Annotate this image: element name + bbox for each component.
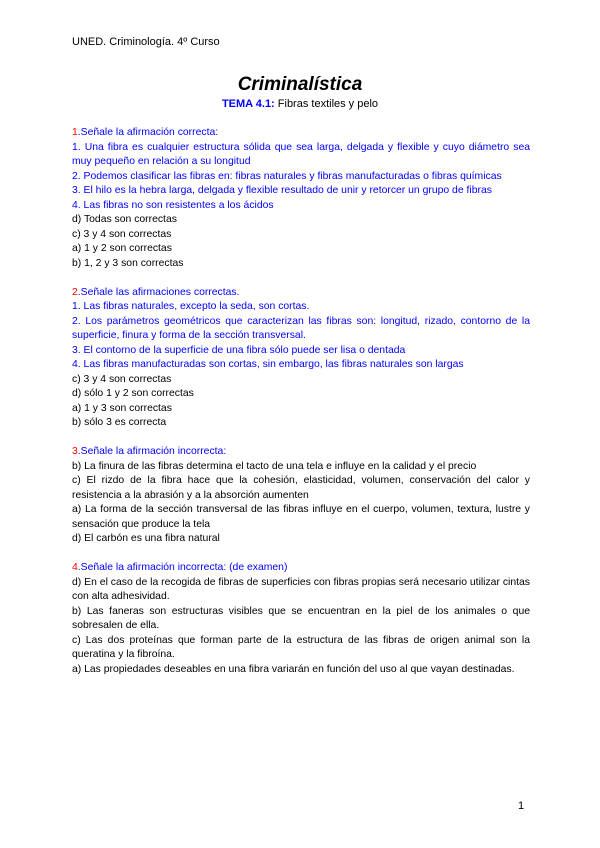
question-number: 2: [72, 286, 78, 298]
answer-option: a) La forma de la sección transversal de las fibras influye en el cuerpo, volumen, textura, lustre y sensación que produce la tela: [72, 504, 530, 530]
question-4: [72, 561, 530, 677]
statement: 4. Las fibras manufacturadas son cortas, sin embargo, las fibras naturales son largas: [72, 359, 464, 370]
answer-option: c) Las dos proteínas que forman parte de la estructura de las fibras de origen animal son la queratina y la fibroína.: [72, 634, 530, 660]
topic-label: TEMA 4.1:: [221, 98, 275, 110]
answer-option: a) 1 y 3 son correctas: [72, 402, 172, 414]
answer-option: b) 1, 2 y 3 son correctas: [72, 257, 184, 269]
answer-option: d) sólo 1 y 2 son correctas: [72, 388, 194, 399]
statement: 3. El hilo es la hebra larga, delgada y flexible resultado de unir y retorcer un grupo de fibras: [72, 185, 492, 196]
answer-option: b) sólo 3 es correcta: [72, 417, 167, 428]
answer-option: b) La finura de las fibras determina el tacto de una tela e influye en la calidad y el precio: [72, 460, 477, 472]
answer-option: d) Todas son correctas: [72, 214, 177, 225]
page-number: 1: [518, 800, 525, 812]
answer-option: c) 3 y 4 son correctas: [72, 373, 172, 385]
question-prompt: 4.Señale la afirmación incorrecta: (de examen): [72, 562, 288, 573]
statement: 4. Las fibras no son resistentes a los ácidos: [72, 199, 274, 211]
statement: 2. Podemos clasificar las fibras en: fibras naturales y fibras manufacturadas o fibras químicas: [72, 170, 502, 182]
answer-option: b) Las faneras son estructuras visibles que se encuentran en la piel de los animales o que sobresalen de ella.: [72, 605, 530, 631]
question-prompt: 1.Señale la afirmación correcta:: [72, 127, 219, 138]
statement: 2. Los parámetros geométricos que caracterizan las fibras son: longitud, rizado, contorno de la superficie, finura y forma de la sección transversal.: [72, 315, 530, 341]
answer-option: a) Las propiedades deseables en una fibra variarán en función del uso al que vayan destinadas.: [72, 663, 515, 675]
question-2: [72, 286, 530, 431]
questions-list: [72, 126, 530, 692]
question-number: 4: [72, 562, 78, 573]
answer-option: c) 3 y 4 son correctas: [72, 228, 172, 240]
question-number: 3: [72, 446, 78, 457]
question-1: [72, 126, 530, 271]
question-prompt: 2.Señale las afirmaciones correctas.: [72, 286, 240, 298]
answer-option: d) El carbón es una fibra natural: [72, 533, 220, 544]
statement: 1. Una fibra es cualquier estructura sólida que sea larga, delgada y flexible y cuyo diámetro sea muy pequeño en relación a su longitud: [72, 141, 530, 167]
answer-option: c) El rizdo de la fibra hace que la cohesión, elasticidad, volumen, conservación del calor y resistencia a la abrasión y a la absorción aumenten: [72, 475, 530, 501]
page-header: UNED. Criminología. 4º Curso: [72, 36, 220, 48]
question-prompt: 3.Señale la afirmación incorrecta:: [72, 446, 227, 457]
statement: 1. Las fibras naturales, excepto la seda, son cortas.: [72, 301, 310, 312]
answer-option: a) 1 y 2 son correctas: [72, 243, 172, 254]
question-number: 1: [72, 127, 78, 138]
answer-option: d) En el caso de la recogida de fibras de superficies con fibras propias será necesario utilizar cintas con alta adhesividad.: [72, 576, 530, 602]
question-3: [72, 445, 530, 547]
document-title: Criminalística: [237, 74, 363, 95]
document-subtitle: [0, 98, 600, 110]
topic-name: Fibras textiles y pelo: [274, 98, 379, 110]
statement: 3. El contorno de la superficie de una fibra sólo puede ser lisa o dentada: [72, 344, 406, 356]
